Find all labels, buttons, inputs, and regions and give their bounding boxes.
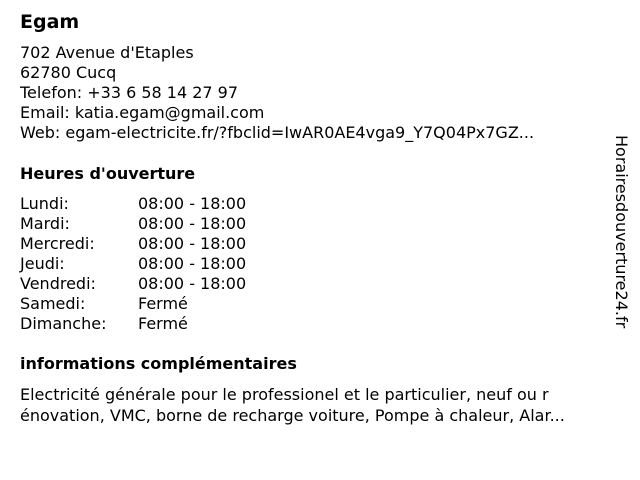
business-description	[20, 384, 620, 426]
hours-day: Jeudi:	[20, 254, 65, 273]
additional-info-heading: informations complémentaires	[20, 354, 297, 373]
phone-line: Telefon: +33 6 58 14 27 97	[20, 83, 239, 102]
hours-time: 08:00 - 18:00	[138, 254, 247, 273]
hours-time: 08:00 - 18:00	[138, 234, 247, 253]
website-line: Web: egam-electricite.fr/?fbclid=IwAR0AE4vga9_Y7Q04Px7GZ...	[20, 123, 535, 142]
hours-day: Vendredi:	[20, 274, 96, 293]
hours-day: Dimanche:	[20, 314, 107, 333]
hours-day: Lundi:	[20, 194, 69, 213]
address-city: 62780 Cucq	[20, 63, 117, 82]
hours-time: Fermé	[138, 294, 188, 313]
opening-hours-heading: Heures d'ouverture	[20, 164, 196, 183]
hours-day: Mardi:	[20, 214, 70, 233]
hours-day: Mercredi:	[20, 234, 95, 253]
business-name: Egam	[20, 11, 80, 33]
hours-day: Samedi:	[20, 294, 86, 313]
hours-time: 08:00 - 18:00	[138, 274, 247, 293]
email-line: Email: katia.egam@gmail.com	[20, 103, 265, 122]
hours-time: Fermé	[138, 314, 188, 333]
contact-block	[20, 43, 534, 143]
description-line-2: énovation, VMC, borne de recharge voiture, Pompe à chaleur, Alar...	[20, 406, 565, 425]
hours-time: 08:00 - 18:00	[138, 194, 247, 213]
site-watermark: Horairesdouverture24.fr	[612, 135, 631, 329]
address-street: 702 Avenue d'Etaples	[20, 43, 194, 62]
hours-time: 08:00 - 18:00	[138, 214, 247, 233]
description-line-1: Electricité générale pour le professionel et le particulier, neuf ou r	[20, 385, 549, 404]
